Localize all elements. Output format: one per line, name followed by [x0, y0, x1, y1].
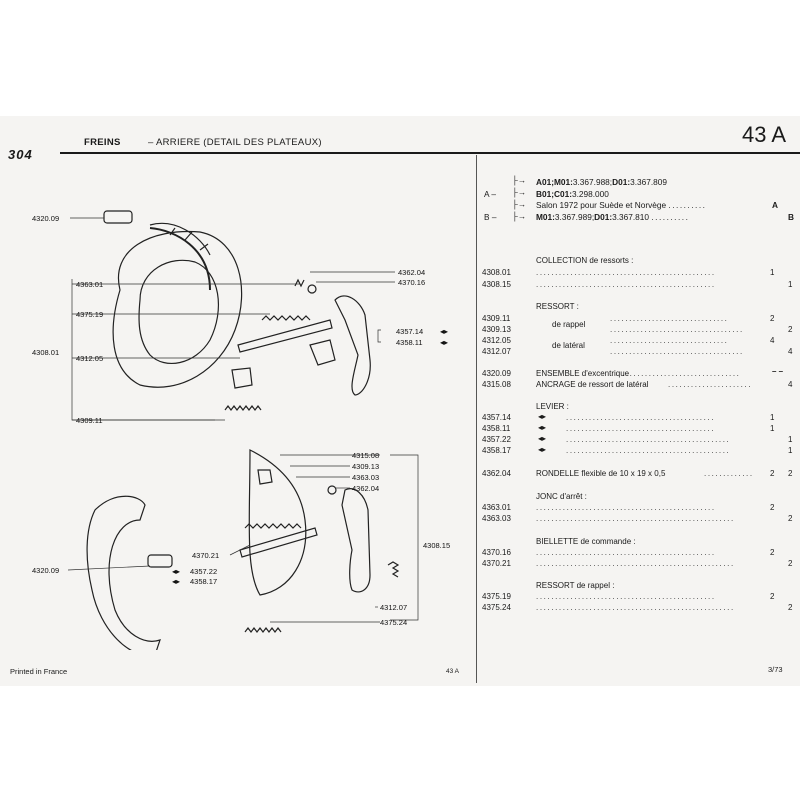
lever-top	[335, 296, 370, 395]
arrow-icon: ◂▸	[538, 434, 547, 443]
diagram-label: 4362.04	[352, 484, 380, 493]
arrow-icon: ◂▸	[440, 327, 449, 336]
diagram-label: 4358.11	[396, 338, 423, 347]
backing-plate-top	[113, 232, 241, 388]
qty: 2	[788, 603, 793, 612]
part-code: 4312.07	[482, 347, 511, 356]
part-code: 4375.24	[482, 603, 511, 612]
diagram-label: 4312.05	[76, 354, 104, 363]
section-heading: LEVIER :	[536, 402, 569, 411]
qty: 1	[770, 424, 775, 433]
diagram-label: 4370.21	[192, 551, 220, 560]
section-title	[84, 137, 121, 148]
diagram-label: 4308.15	[423, 541, 451, 550]
leader-dots: ...................................	[610, 347, 744, 356]
diagram-label: 4357.14	[396, 327, 424, 336]
part-code: 4315.08	[482, 380, 511, 389]
column-separator	[476, 155, 477, 683]
page-code: 43 A	[742, 122, 787, 147]
qty: 1	[770, 413, 775, 422]
leader-dots: ...........................................	[566, 435, 731, 444]
part-code: 4370.21	[482, 559, 511, 568]
qty: 1	[770, 268, 775, 277]
bracket-arrow-icon: ├→	[512, 211, 527, 221]
section-heading: RESSORT :	[536, 302, 579, 311]
diagram-label: 4357.22	[190, 567, 218, 576]
leader-dots: ...............................	[610, 314, 729, 323]
leader-dots: ....................................................	[536, 559, 735, 568]
arrow-icon: ◂▸	[538, 423, 547, 432]
leader-dots: ......................	[668, 380, 753, 389]
section-heading: JONC d'arrêt :	[536, 492, 587, 501]
applicability-line-4: M01:3.367.989;D01:3.367.810 ..........	[536, 212, 690, 222]
leader-dots: .......................................	[566, 413, 716, 422]
brake-shoe	[87, 496, 160, 650]
bracket-arrow-icon: ├→	[512, 187, 527, 197]
qty: 4	[788, 347, 793, 356]
part-code: 4312.05	[482, 336, 511, 345]
applicability-end: A	[772, 200, 778, 210]
printed-in: Printed in France	[10, 667, 68, 676]
qty: 2	[788, 559, 793, 568]
lever-bottom	[342, 489, 370, 592]
arrow-icon: ◂▸	[172, 577, 181, 586]
leader-dots: ...............................	[622, 369, 741, 378]
page-number: 3/73	[768, 665, 783, 674]
part-code: 4309.13	[482, 325, 511, 334]
brake-exploded-diagram	[0, 150, 470, 650]
part-code: 4363.03	[482, 514, 511, 523]
part-code: 4370.16	[482, 548, 511, 557]
section-subtitle: – ARRIERE (DETAIL DES PLATEAUX)	[148, 137, 322, 148]
part-code: 4320.09	[482, 369, 511, 378]
title-prefix: FREINS	[84, 137, 121, 148]
applicability-line-2: B01;C01:3.298.000	[536, 189, 609, 199]
wheel-cylinder-bottom	[148, 555, 172, 567]
marker-b: B –	[484, 212, 497, 222]
diagram-label: 4308.01	[32, 348, 60, 357]
qty: 1	[788, 435, 793, 444]
wheel-cylinder-top	[104, 211, 132, 223]
qty: 1	[788, 446, 793, 455]
diagram-label: 4375.19	[76, 310, 104, 319]
part-desc: ANCRAGE de ressort de latéral	[536, 380, 649, 389]
qty: 2	[770, 314, 775, 323]
diagram-label: 4362.04	[398, 268, 426, 277]
diagram-label: 4363.01	[76, 280, 104, 289]
spring-4375-19	[262, 316, 310, 320]
section-heading: RESSORT de rappel :	[536, 581, 615, 590]
applicability-line-3: Salon 1972 pour Suède et Norvège ..........	[536, 200, 707, 210]
diagram-label: 4320.09	[32, 214, 60, 223]
leader-dots: ...............................................	[536, 548, 716, 557]
section-heading: BIELLETTE de commande :	[536, 537, 636, 546]
footer-code: 43 A	[446, 668, 460, 675]
section-heading: COLLECTION de ressorts :	[536, 256, 634, 265]
part-code: 4358.11	[482, 424, 511, 433]
leader-dots: ...............................................	[536, 503, 716, 512]
arrow-icon: ◂▸	[440, 338, 449, 347]
leader-dots: ...............................................	[536, 592, 716, 601]
model-logo: 304	[8, 147, 33, 162]
qty: 2	[788, 514, 793, 523]
part-desc: RONDELLE flexible de 10 x 19 x 0,5	[536, 469, 666, 478]
leader-dots: ...........................................	[566, 446, 731, 455]
part-code: 4362.04	[482, 469, 511, 478]
qty: 2	[770, 548, 775, 557]
diagram-label: 4309.11	[76, 416, 103, 425]
leader-dots: ....................................................	[536, 514, 735, 523]
ressort-type: de latéral	[552, 341, 585, 350]
marker-a: A –	[484, 189, 496, 199]
qty: 2	[770, 469, 775, 478]
part-code: 4308.01	[482, 268, 511, 277]
qty: 4	[788, 380, 793, 389]
part-desc: ENSEMBLE d'excentrique	[536, 369, 630, 378]
part-code: 4358.17	[482, 446, 511, 455]
leader-dots: ....................................................	[536, 603, 735, 612]
part-code: 4357.14	[482, 413, 511, 422]
leader-dots: ...................................	[610, 325, 744, 334]
bracket-arrow-icon: ├→	[512, 175, 527, 185]
part-code: 4363.01	[482, 503, 511, 512]
part-code: 4357.22	[482, 435, 511, 444]
diagram-label: 4358.17	[190, 577, 218, 586]
diagram-label: 4375.24	[380, 618, 408, 627]
leader-dots: ...............................................	[536, 280, 716, 289]
leader-dots: .............	[704, 469, 754, 478]
diagram-label: 4363.03	[352, 473, 380, 482]
qty: 1	[788, 280, 793, 289]
leader-dots: ...............................	[610, 336, 729, 345]
ressort-type: de rappel	[552, 320, 586, 329]
qty: 2	[770, 592, 775, 601]
arrow-icon: ◂▸	[538, 412, 547, 421]
diagram-label: 4309.13	[352, 462, 380, 471]
diagram-label: 4315.08	[352, 451, 380, 460]
diagram-label: 4370.16	[398, 278, 426, 287]
diagram-label: 4312.07	[380, 603, 408, 612]
qty: 2	[788, 469, 793, 478]
applicability-end: B	[788, 212, 794, 222]
diagram-label: 4320.09	[32, 566, 60, 575]
part-code: 4308.15	[482, 280, 511, 289]
part-code: 4375.19	[482, 592, 511, 601]
qty: 4	[770, 336, 775, 345]
qty: 2	[788, 325, 793, 334]
qty: 2	[770, 503, 775, 512]
leader-dots: .......................................	[566, 424, 716, 433]
arrow-icon: ◂▸	[538, 445, 547, 454]
qty: – –	[772, 367, 784, 376]
arrow-icon: ◂▸	[172, 567, 181, 576]
bracket-arrow-icon: ├→	[512, 199, 527, 209]
part-code: 4309.11	[482, 314, 511, 323]
leader-dots: ...............................................	[536, 268, 716, 277]
applicability-line-1: A01;M01:3.367.988;D01:3.367.809	[536, 177, 668, 187]
